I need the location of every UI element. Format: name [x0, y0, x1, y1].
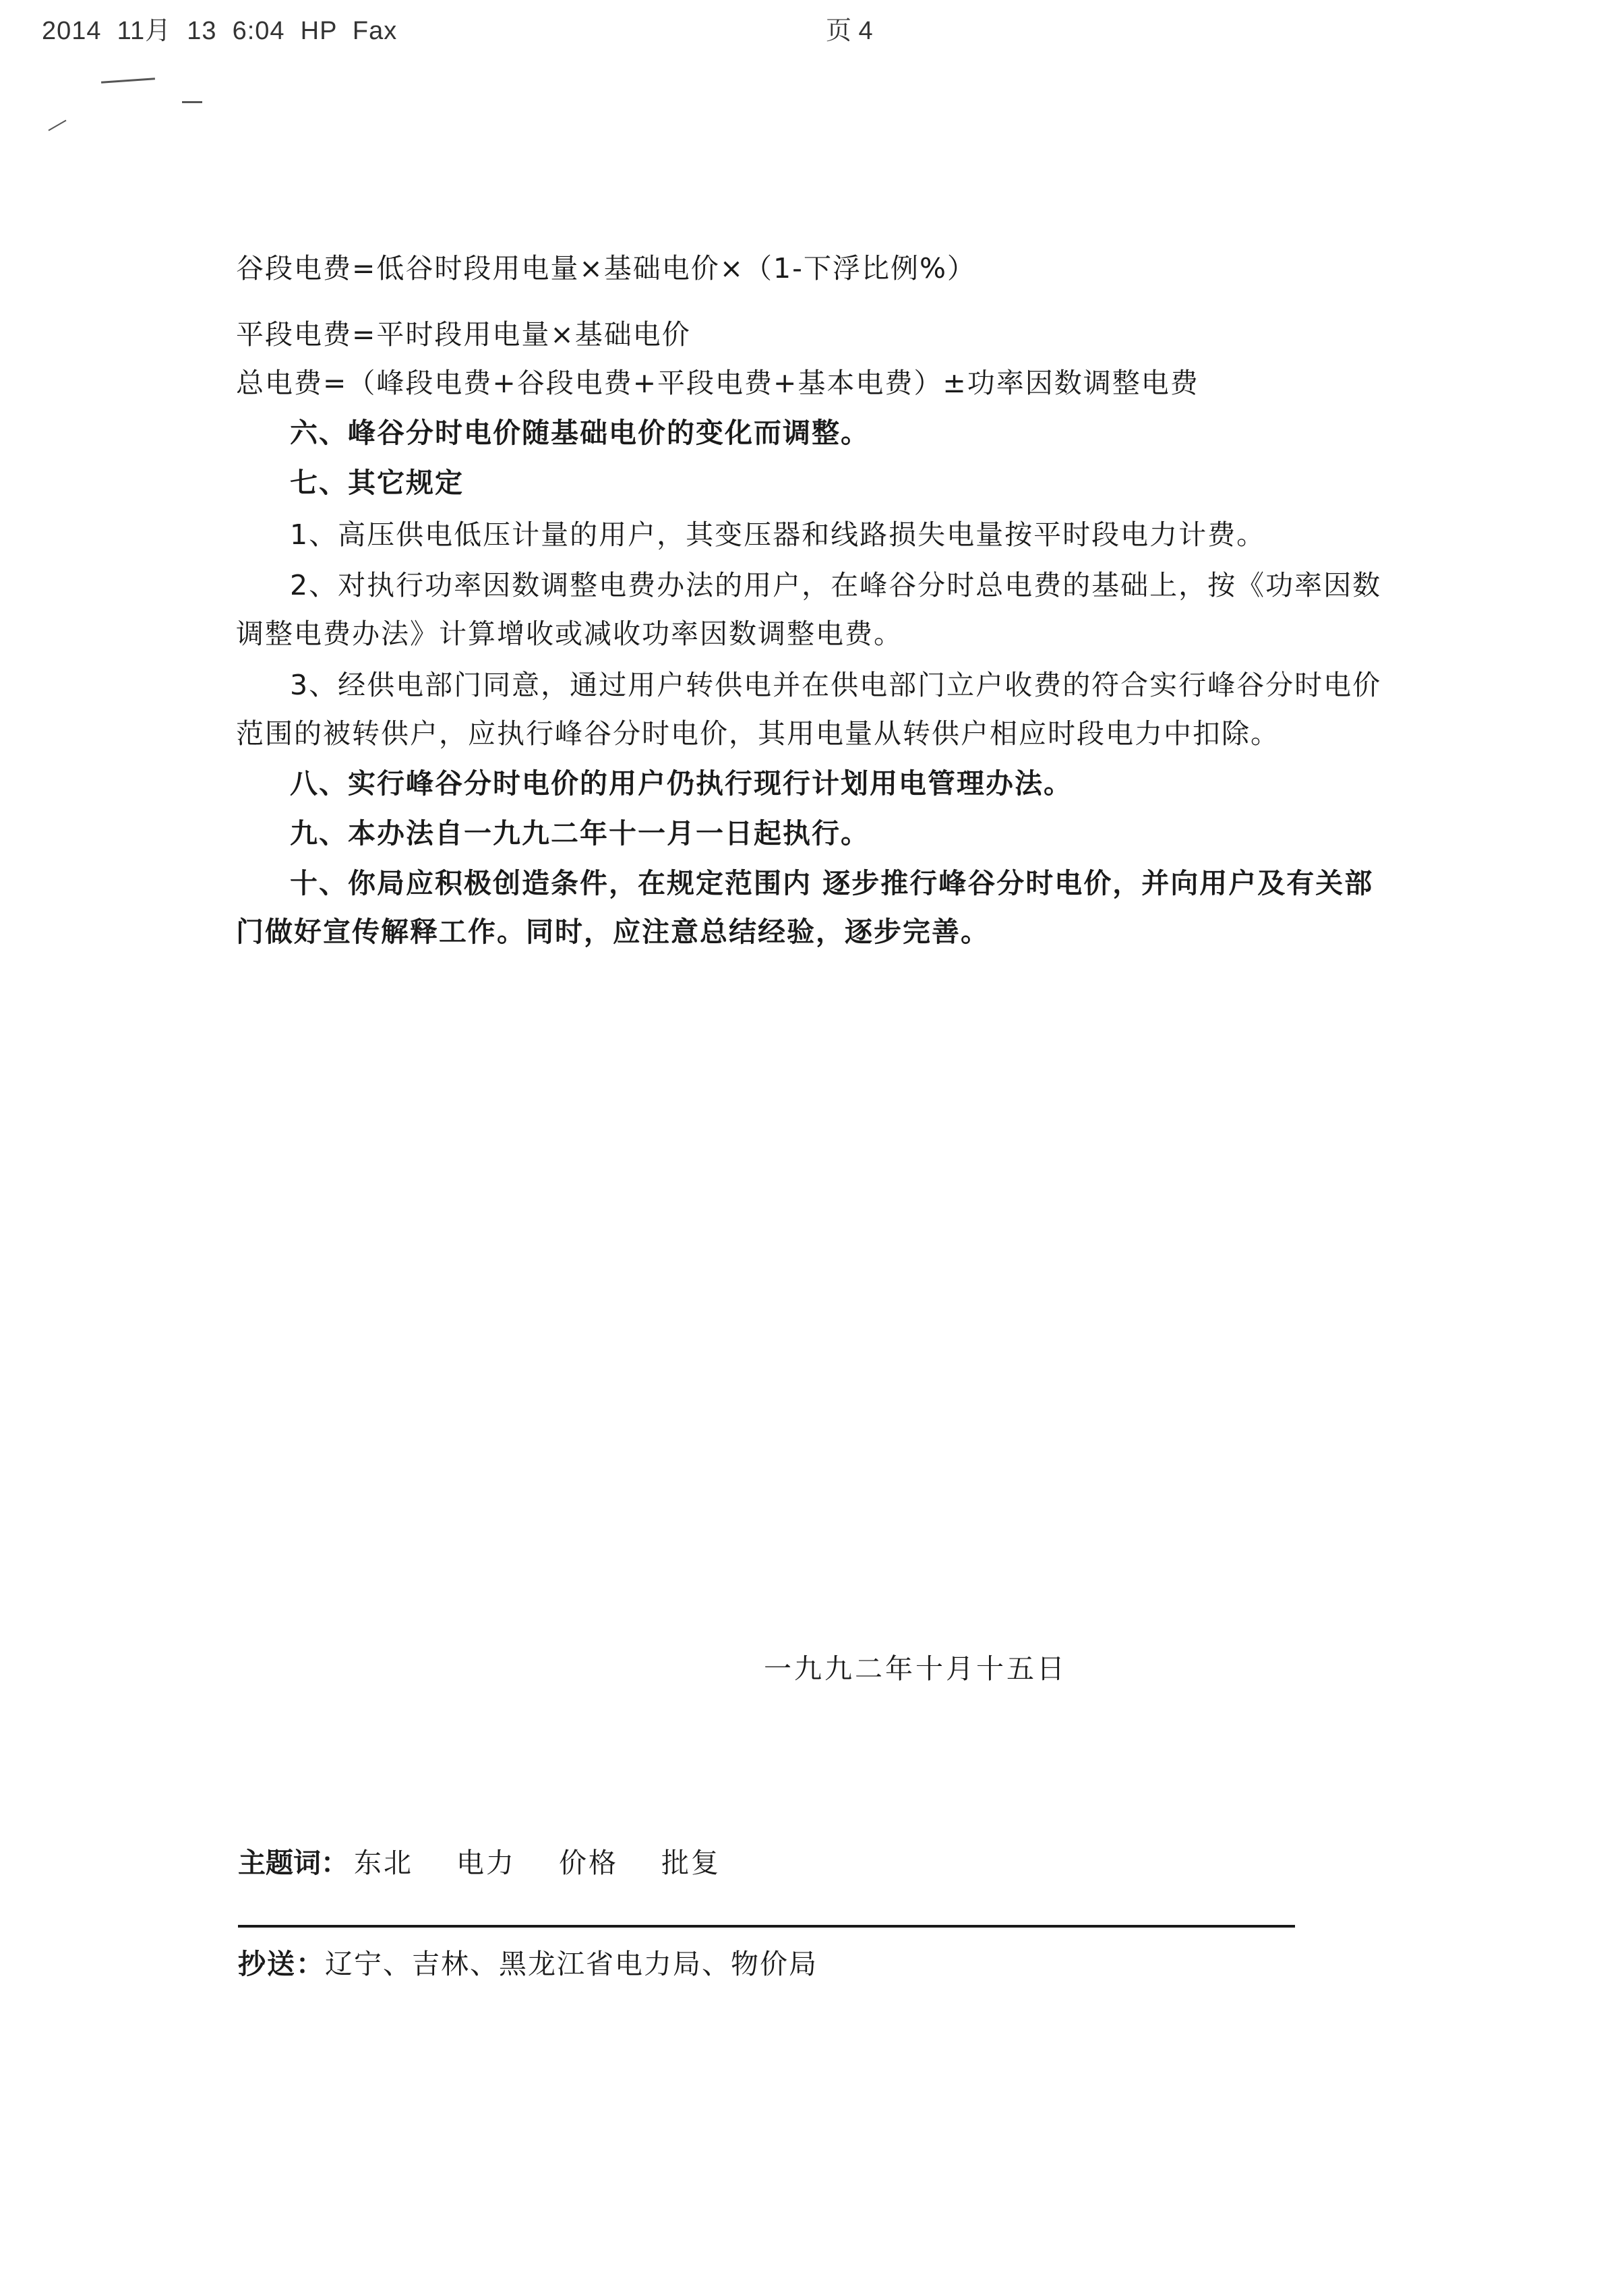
body-line: 门做好宣传解释工作。同时，应注意总结经验，逐步完善。: [236, 916, 990, 948]
body-line: 1、高压供电低压计量的用户，其变压器和线路损失电量按平时段电力计费。: [290, 518, 1266, 551]
body-line: 范围的被转供户，应执行峰谷分时电价，其用电量从转供户相应时段电力中扣除。: [236, 717, 1280, 750]
keyword: 电力: [456, 1847, 516, 1879]
keywords-line: [238, 1841, 764, 1880]
keyword: 价格: [559, 1847, 618, 1879]
scan-mark: [49, 120, 67, 131]
section-heading: 十、你局应积极创造条件，在规定范围内 逐步推行峰谷分时电价，并向用户及有关部: [290, 867, 1374, 899]
divider-rule: [238, 1925, 1295, 1928]
fax-header-page: 页 4: [826, 17, 873, 45]
section-heading: 六、峰谷分时电价随基础电价的变化而调整。: [290, 417, 870, 449]
fax-header-timestamp: 2014 11月 13 6:04 HP Fax: [42, 17, 398, 45]
fax-header: [0, 9, 1624, 50]
body-line: 3、经供电部门同意，通过用户转供电并在供电部门立户收费的符合实行峰谷分时电价: [290, 669, 1382, 701]
body-line: 2、对执行功率因数调整电费办法的用户，在峰谷分时总电费的基础上，按《功率因数: [290, 569, 1382, 601]
scan-mark: [182, 101, 202, 103]
body-line: 调整电费办法》计算增收或减收功率因数调整电费。: [236, 618, 903, 650]
body-line: 平段电费=平时段用电量×基础电价: [236, 318, 691, 351]
section-heading: 八、实行峰谷分时电价的用户仍执行现行计划用电管理办法。: [290, 767, 1073, 800]
keywords-label: 主题词：: [238, 1847, 349, 1879]
document-date: 一九九二年十月十五日: [764, 1652, 1067, 1685]
cc-line: [238, 1942, 818, 1982]
scan-mark: [101, 78, 155, 84]
body-line: 谷段电费=低谷时段用电量×基础电价×（1-下浮比例%）: [236, 252, 976, 285]
body-line: 总电费=（峰段电费+谷段电费+平段电费+基本电费）±功率因数调整电费: [236, 367, 1199, 399]
cc-label: 抄送：: [238, 1948, 325, 1980]
keyword: 批复: [661, 1847, 721, 1879]
cc-recipients: 辽宁、吉林、黑龙江省电力局、物价局: [325, 1948, 818, 1980]
keyword: 东北: [354, 1847, 413, 1879]
section-heading: 七、其它规定: [290, 467, 464, 499]
section-heading: 九、本办法自一九九二年十一月一日起执行。: [290, 817, 870, 850]
